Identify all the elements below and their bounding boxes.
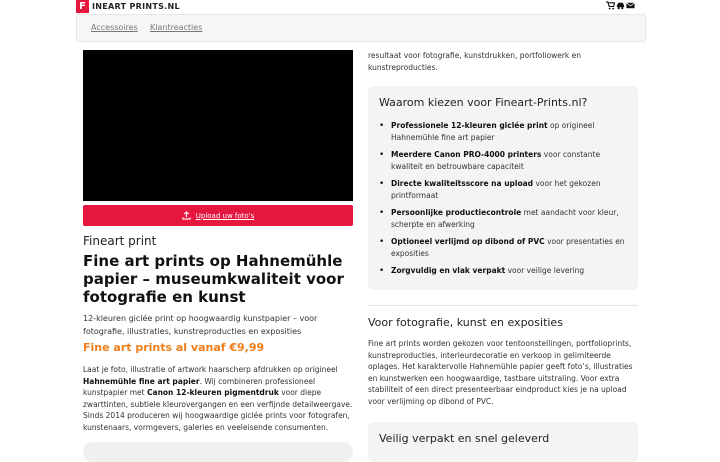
left-card-peek <box>83 442 353 462</box>
site-logo[interactable] <box>76 0 180 13</box>
right-intro-text: resultaat voor fotografie, kunstdrukken, portfoliowerk en kunstreproducties. <box>368 51 582 72</box>
section-text: Fine art prints worden gekozen voor tentoonstellingen, portfolioprints, kunstreproducties, interieurdecoratie en verkoop in gelimiteerde oplages. Het karaktervolle Hahnemühle papier geeft foto’s, illustraties en kunstwerken een hoogwaardige, tastbare uitstraling. Voor extra stabiliteit of een direct presenteerbaar eindproduct kies je na upload voor verlijming op dibond of PVC. <box>368 339 633 406</box>
why-choose-card <box>368 86 638 290</box>
logo-text: INEART PRINTS.NL <box>92 2 180 11</box>
secondary-nav <box>76 14 646 42</box>
header-icons <box>606 1 635 10</box>
list-item: • Professionele 12-kleuren giclée print op origineel Hahnemühle fine art papier <box>379 120 631 144</box>
list-item: • Meerdere Canon PRO-4000 printers voor constante kwaliteit en betrouwbare capaciteit <box>379 149 631 173</box>
section-title: Voor fotografie, kunst en exposities <box>368 316 563 329</box>
price-from: Fine art prints al vanaf €9,99 <box>83 341 265 354</box>
carousel-scroll-indicator <box>83 50 353 201</box>
product-kicker: Fineart print <box>83 234 157 248</box>
logo-mark: F <box>76 0 89 13</box>
shipping-title: Veilig verpakt en snel geleverd <box>379 432 550 445</box>
section-divider <box>368 305 638 306</box>
mail-icon[interactable] <box>626 1 635 10</box>
cart-icon[interactable] <box>606 1 615 10</box>
list-item: • Persoonlijke productiecontrole met aandacht voor kleur, scherpte en afwerking <box>379 207 631 231</box>
nav-item-klantreacties[interactable]: Klantreacties <box>150 23 203 32</box>
list-item: • Optioneel verlijmd op dibond of PVC voor presentaties en exposities <box>379 236 631 260</box>
list-item: • Zorgvuldig en vlak verpakt voor veilige levering <box>379 265 631 277</box>
list-item: • Directe kwaliteitsscore na upload voor het gekozen printformaat <box>379 178 631 202</box>
why-choose-list <box>379 120 631 282</box>
upload-photos-label: Upload uw foto's <box>195 211 255 220</box>
product-intro: Laat je foto, illustratie of artwork haarscherp afdrukken op origineel Hahnemühle fine art papier. Wij combineren professioneel kunstpapier met Canon 12-kleuren pigmentdruk voor diepe zwarttinten, subtiele kleurovergangen en een verfijnde detailweergave. Sinds 2014 produceren wij hoogwaardige giclée prints voor fotografen, kunstenaars, vormgevers, galeries en veeleisende consumenten. <box>83 365 353 432</box>
page-title: Fine art prints op Hahnemühle papier – museumkwaliteit voor fotografie en kunst <box>83 252 344 306</box>
product-subtitle: 12-kleuren giclée print op hoogwaardig kunstpapier – voor fotografie, illustraties, kunstreproducties en exposities <box>83 314 318 336</box>
top-bar <box>0 0 720 13</box>
upload-icon <box>182 211 191 220</box>
shipping-card <box>368 422 638 462</box>
upload-photos-button[interactable] <box>83 205 353 226</box>
why-choose-title: Waarom kiezen voor Fineart-Prints.nl? <box>379 96 588 109</box>
nav-item-accessoires[interactable]: Accessoires <box>91 23 138 32</box>
car-icon[interactable] <box>616 1 625 10</box>
